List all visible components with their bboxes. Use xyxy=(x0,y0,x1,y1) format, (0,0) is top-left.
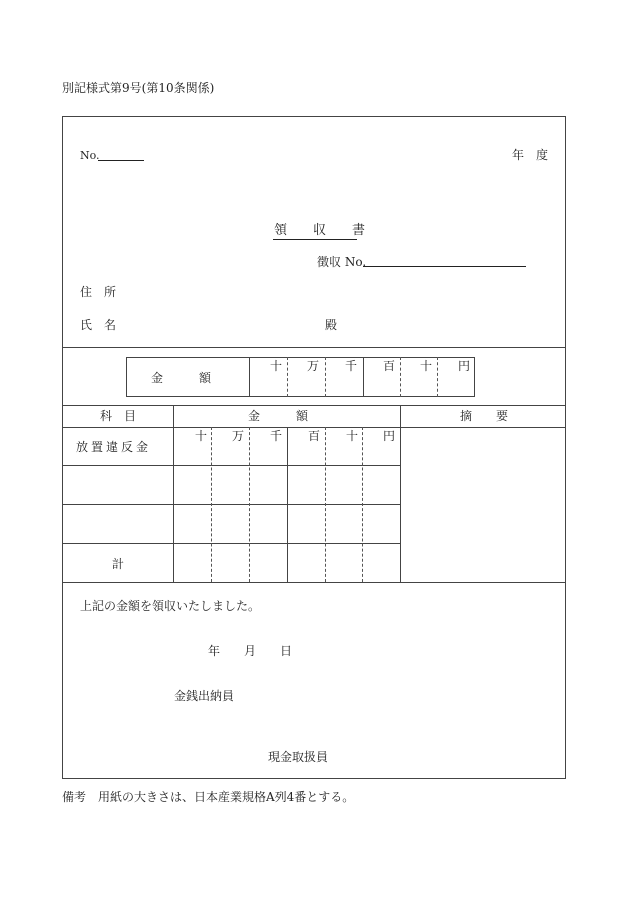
remarks-column-rule xyxy=(400,405,401,582)
form-number: 別記様式第9号(第10条関係) xyxy=(62,81,215,95)
fiscal-year-label: 年 度 xyxy=(512,148,549,162)
table-digit: 千 xyxy=(270,429,283,443)
amount-box-divider xyxy=(249,357,250,397)
table-digit: 円 xyxy=(383,429,396,443)
col-header-remarks: 摘 要 xyxy=(460,409,509,423)
row-rule xyxy=(62,465,400,466)
amount-sep-3 xyxy=(363,357,364,397)
amount-digit: 円 xyxy=(458,359,471,373)
date-day: 日 xyxy=(280,644,293,658)
amount-sep-1 xyxy=(287,357,288,397)
digit-sep-3 xyxy=(287,427,288,582)
digit-sep-4 xyxy=(325,427,326,582)
total-label: 計 xyxy=(112,557,125,571)
date-year: 年 xyxy=(208,644,221,658)
footnote: 備考 用紙の大きさは、日本産業規格A列4番とする。 xyxy=(62,790,355,804)
amount-digit: 十 xyxy=(420,359,433,373)
collection-no-underline xyxy=(363,266,526,267)
collection-no-label: 徴収 No. xyxy=(317,255,367,269)
table-digit: 万 xyxy=(232,429,245,443)
document-title: 領 収 書 xyxy=(274,223,366,238)
amount-digit: 千 xyxy=(345,359,358,373)
divider-header xyxy=(62,347,566,348)
honorific: 殿 xyxy=(325,318,338,332)
name-label: 氏 名 xyxy=(80,318,117,332)
no-underline xyxy=(98,160,144,161)
row-rule xyxy=(62,504,400,505)
title-underline xyxy=(273,239,357,240)
amount-digit: 十 xyxy=(270,359,283,373)
col-header-amount: 金 額 xyxy=(248,409,309,423)
table-bottom-rule xyxy=(62,582,566,583)
cashier-label: 金銭出納員 xyxy=(174,689,235,703)
handler-label: 現金取扱員 xyxy=(268,750,329,764)
amount-digit: 百 xyxy=(383,359,396,373)
digit-sep-5 xyxy=(362,427,363,582)
digit-sep-1 xyxy=(211,427,212,582)
date-month: 月 xyxy=(244,644,257,658)
address-label: 住 所 xyxy=(80,285,117,299)
amount-sep-5 xyxy=(437,357,438,397)
table-row-item: 放置違反金 xyxy=(76,440,152,454)
receipt-statement: 上記の金額を領収いたしました。 xyxy=(80,599,261,613)
table-digit: 十 xyxy=(346,429,359,443)
row-rule xyxy=(62,543,400,544)
col-header-item: 科 目 xyxy=(100,409,137,423)
no-label: No. xyxy=(80,149,100,162)
table-digit: 百 xyxy=(308,429,321,443)
amount-digit: 万 xyxy=(307,359,320,373)
table-header-rule xyxy=(62,427,566,428)
item-column-rule xyxy=(173,405,174,582)
amount-sep-2 xyxy=(325,357,326,397)
amount-box-label: 金 額 xyxy=(151,371,212,385)
amount-sep-4 xyxy=(400,357,401,397)
table-digit: 十 xyxy=(195,429,208,443)
digit-sep-2 xyxy=(249,427,250,582)
table-top-rule xyxy=(62,405,566,406)
